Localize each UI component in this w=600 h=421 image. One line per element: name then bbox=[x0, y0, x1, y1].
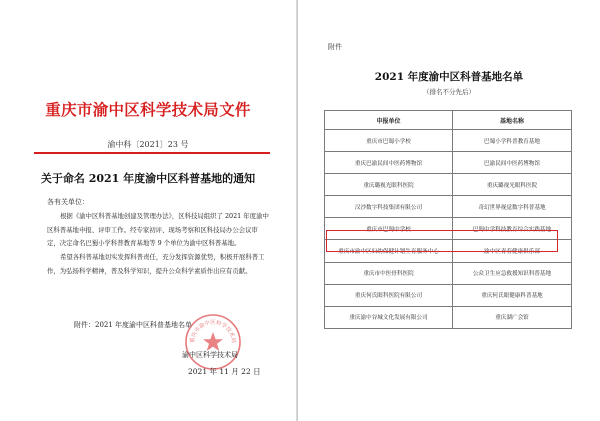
base-name-cell: 重庆何氏眼健康科普基地 bbox=[453, 284, 572, 306]
red-divider bbox=[34, 152, 270, 154]
applicant-unit-cell: 重庆市渝中区妇幼保健计划生育服务中心 bbox=[325, 240, 453, 262]
base-name-cell: 巴蜀中学科技教育综合实践基地 bbox=[453, 218, 572, 240]
paragraph-1: 根据《渝中区科普基地创建及管理办法》，区科技局组织了 2021 年度渝中区科普基地申报、评审工作。经专家初评、现场考察和区科技局办公会议审定，决定命名巴蜀小学科普教育基地等 9 个单位为渝中区科普基地。 bbox=[47, 212, 269, 248]
base-name-cell: 公众卫生应急救援知识科普基地 bbox=[453, 262, 572, 284]
applicant-unit-cell: 汉沙数字科技集团有限公司 bbox=[325, 196, 453, 218]
notice-title: 关于命名 2021 年度渝中区科普基地的通知 bbox=[40, 172, 256, 185]
science-base-table bbox=[324, 110, 572, 329]
base-name-cell: 巴渝民间中医药博物馆 bbox=[453, 152, 572, 174]
attachment-note: 附件：2021 年度渝中区科普基地名单 bbox=[74, 321, 193, 329]
signature-organization: 渝中区科学技术局 bbox=[182, 351, 238, 359]
applicant-unit-cell: 重庆市巴蜀中学校 bbox=[325, 218, 453, 240]
base-name-cell: 巴蜀小学科普教育基地 bbox=[453, 130, 572, 152]
attachment-label: 附件 bbox=[328, 43, 342, 51]
notice-page bbox=[0, 0, 296, 421]
table-row-highlighted bbox=[325, 218, 572, 240]
table-row bbox=[325, 284, 572, 306]
official-seal bbox=[183, 312, 243, 372]
table-row bbox=[325, 196, 572, 218]
signature-date: 2021 年 11 月 22 日 bbox=[188, 367, 261, 376]
document-number: 渝中科〔2021〕23 号 bbox=[107, 140, 189, 149]
header-applicant-unit: 申报单位 bbox=[325, 111, 453, 130]
seal-icon bbox=[183, 312, 243, 372]
applicant-unit-cell: 重庆璐视光眼科医院 bbox=[325, 174, 453, 196]
document-header: 重庆市渝中区科学技术局文件 bbox=[45, 101, 251, 119]
table-header-row bbox=[325, 111, 572, 130]
table-row bbox=[325, 240, 572, 262]
applicant-unit-cell: 重庆市中医骨科医院 bbox=[325, 262, 453, 284]
table-row bbox=[325, 262, 572, 284]
paragraph-2: 希望各科普基地切实发挥科普责任，充分发挥资源优势，积极开展科普工作，为弘扬科学精神，普及科学知识，提升公众科学素质作出应有贡献。 bbox=[47, 253, 265, 275]
base-name-cell: 渝中区青春健康俱乐部 bbox=[453, 240, 572, 262]
table-row bbox=[325, 130, 572, 152]
applicant-unit-cell: 重庆何氏眼科医院有限公司 bbox=[325, 284, 453, 306]
base-name-cell: 重庆湖广会馆 bbox=[453, 306, 572, 328]
list-subtitle: （排名不分先后） bbox=[423, 88, 475, 96]
applicant-unit-cell: 重庆市巴蜀小学校 bbox=[325, 130, 453, 152]
table-row bbox=[325, 174, 572, 196]
table-row bbox=[325, 306, 572, 328]
header-base-name: 基地名称 bbox=[453, 111, 572, 130]
addressee: 各有关单位： bbox=[47, 198, 89, 206]
notice-body bbox=[47, 210, 269, 279]
base-name-cell: 奇幻世界视觉数字科普基地 bbox=[453, 196, 572, 218]
list-title: 2021 年度渝中区科普基地名单 bbox=[374, 71, 524, 83]
applicant-unit-cell: 重庆渝中谷城文化发展有限公司 bbox=[325, 306, 453, 328]
svg-text:重庆市渝中区科学技术局: 重庆市渝中区科学技术局 bbox=[189, 320, 237, 344]
table-row bbox=[325, 152, 572, 174]
base-name-cell: 重庆璐视光眼科医院 bbox=[453, 174, 572, 196]
attachment-page bbox=[298, 0, 600, 421]
applicant-unit-cell: 重庆巴渝民间中医药博物馆 bbox=[325, 152, 453, 174]
